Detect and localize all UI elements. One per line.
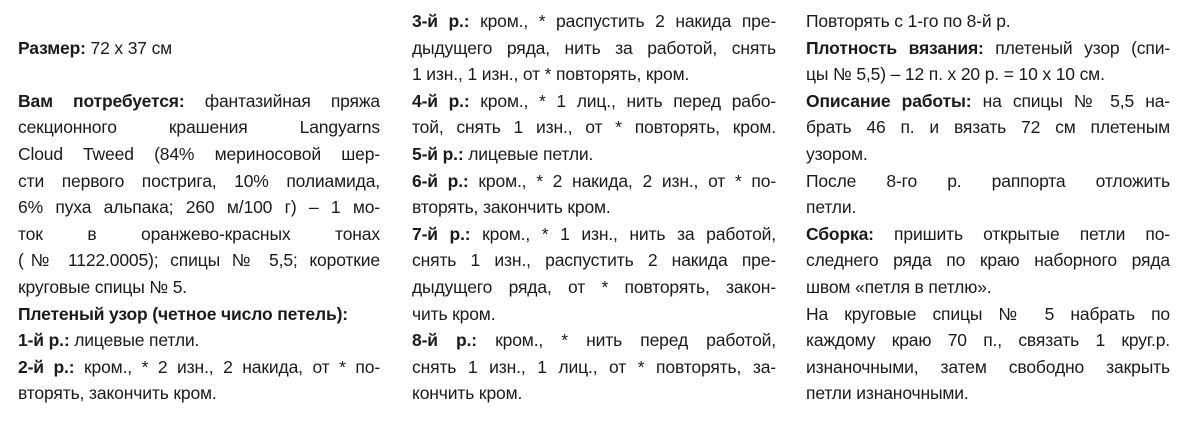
materials-line: Вам потребуется: фантазийная пряжа [18,90,380,111]
materials-paragraph [18,88,380,301]
row-5-label: 5-й р.: [412,143,464,164]
assembly: Сборка: пришить открытые петли по- [806,223,1170,244]
row-6-cont: вторять, закончить кром. [412,197,611,218]
materials-line: сти первого пострига, 10% полиамида, [18,170,380,191]
row-3-cont: 1 изн., 1 изн., от * повторять, кром. [412,64,690,85]
circular-needles: На круговые спицы № 5 набрать по [806,303,1170,324]
column-left [18,8,380,407]
materials-line: секционного крашения Langyarns [18,117,380,138]
work-description: Описание работы: на спицы № 5,5 на- [806,90,1170,111]
circular-needles-cont: петли изнаночными. [806,383,969,404]
work-description-cont: узором. [806,143,868,164]
materials-line: (№ 1122.0005); спицы № 5,5; короткие [18,250,380,271]
row-2-cont: вторять, закончить кром. [18,383,217,404]
after-rapport-cont: петли. [806,197,857,218]
work-description-cont: брать 46 п. и вязать 72 см плетеным [806,117,1170,138]
density: Плотность вязания: плетеный узор (спи- [806,37,1170,58]
row-2: 2-й р.: кром., * 2 изн., 2 накида, от * по- [18,356,380,377]
row-8: 8-й р.: кром., * нить перед работой, [412,330,776,351]
circular-needles-cont: изнаночными, затем свободно закрыть [806,356,1170,377]
materials-label: Вам потребуется: [18,90,185,111]
row-8-cont: снять 1 изн., 1 лиц., от * повторять, за- [412,356,776,377]
size-label: Размер: [18,37,86,58]
assembly-cont: следнего ряда по краю наборного ряда [806,250,1170,271]
materials-line: ток в оранжево-красных тонах [18,223,380,244]
assembly-label: Сборка: [806,223,874,244]
row-7-cont: снять 1 изн., распустить 2 накида пре- [412,250,776,271]
row-1: 1-й р.: лицевые петли. [18,330,200,351]
density-label: Плотность вязания: [806,37,984,58]
size-value: 72 x 37 см [85,37,173,58]
row-6: 6-й р.: кром., * 2 накида, 2 изн., от * по- [412,170,776,191]
row-2-label: 2-й р.: [18,356,75,377]
materials-line: 6% пуха альпака; 260 м/100 г) – 1 мо- [18,197,380,218]
row-7-label: 7-й р.: [412,223,471,244]
row-4: 4-й р.: кром., * 1 лиц., нить перед рабо- [412,90,776,111]
size-line [18,35,380,62]
circular-needles-cont: каждому краю 70 п., связать 1 круг.р. [806,330,1170,351]
materials-line: Cloud Tweed (84% мериносовой шер- [18,143,380,164]
row-4-label: 4-й р.: [412,90,470,111]
row-8-cont: кончить кром. [412,383,523,404]
row-7-cont: чить кром. [412,303,496,324]
repeat-note: Повторять с 1-го по 8-й р. [806,11,1011,31]
column-right [806,8,1170,407]
materials-line: круговые спицы № 5. [18,276,187,297]
row-5: 5-й р.: лицевые петли. [412,143,594,164]
after-rapport: После 8-го р. раппорта отложить [806,170,1170,191]
row-7: 7-й р.: кром., * 1 изн., нить за работой, [412,223,776,244]
row-8-label: 8-й р.: [412,330,477,351]
row-3: 3-й р.: кром., * распустить 2 накида пре- [412,11,777,31]
row-3-cont: дыдущего ряда, нить за работой, снять [412,37,776,58]
density-cont: цы № 5,5) – 12 п. х 20 р. = 10 х 10 см. [806,64,1105,85]
work-description-label: Описание работы: [806,90,972,111]
column-middle [412,8,776,407]
assembly-cont: швом «петля в петлю». [806,276,992,297]
row-3-label: 3-й р.: [412,11,470,31]
pattern-title: Плетеный узор (четное число петель): [18,303,348,324]
row-1-label: 1-й р.: [18,330,70,351]
row-6-label: 6-й р.: [412,170,469,191]
row-7-cont: дыдущего ряда, от * повторять, закон- [412,276,776,297]
row-4-cont: той, снять 1 изн., от * повторять, кром. [412,117,776,138]
